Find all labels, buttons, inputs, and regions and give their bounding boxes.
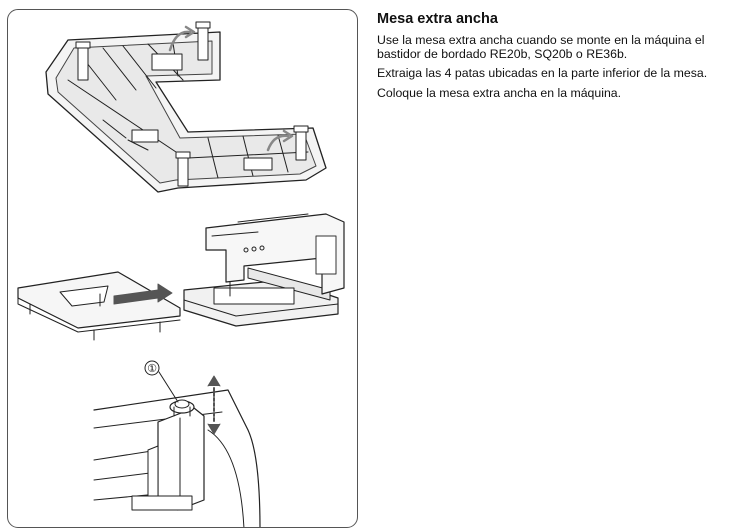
leg-closeup-illustration [94,361,260,528]
paragraph-remove-legs: Extraiga las 4 patas ubicadas en la parte inferior de la mesa. [377,66,708,81]
paragraph-usage: Use la mesa extra ancha cuando se monte en la máquina el bastidor de bordado RE20b, SQ20b o RE36b. [377,33,705,62]
illustration-svg [8,10,358,528]
instructions-column [377,10,739,105]
paragraph-attach-table: Coloque la mesa extra ancha en la máquina. [377,85,622,100]
illustration-panel [7,9,358,528]
section-title: Mesa extra ancha [377,11,498,27]
table-underside-illustration [46,22,326,192]
table-attach-illustration [18,214,344,340]
callout-number-1: ① [147,362,157,375]
